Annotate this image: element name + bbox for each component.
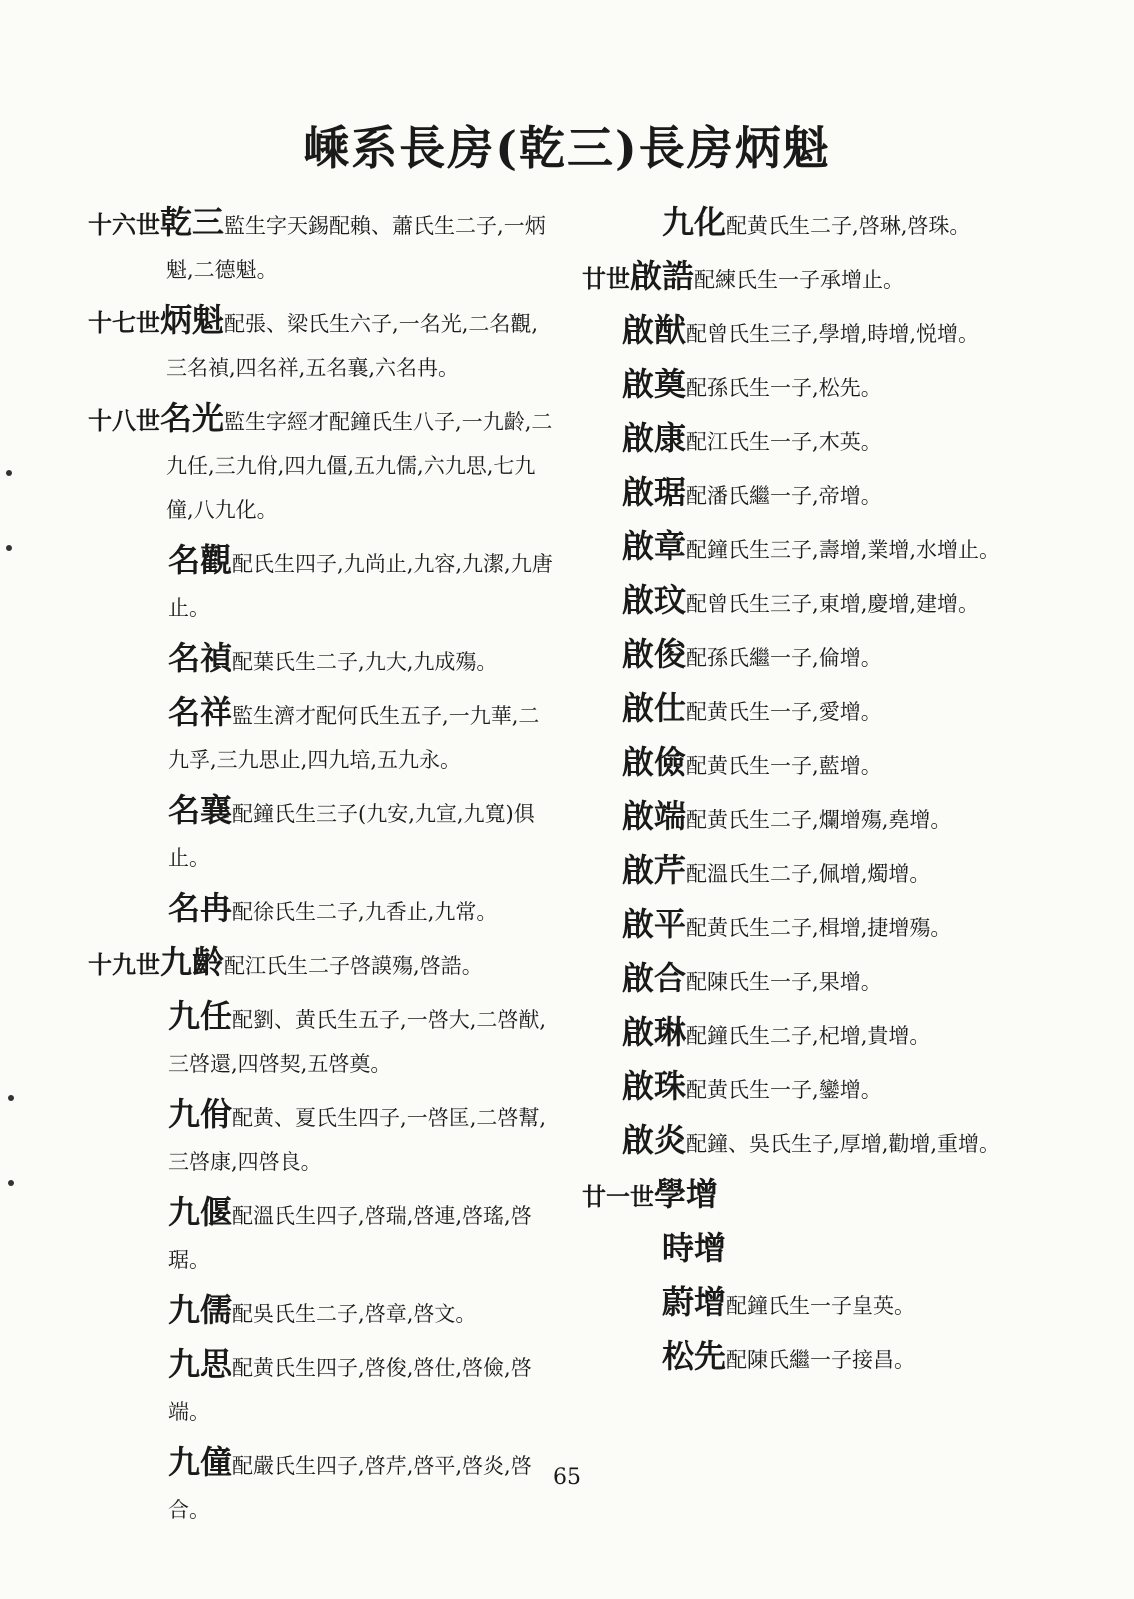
- entry-text: 配孫氏繼一子,倫增。: [686, 646, 882, 670]
- genealogy-entry: [88, 1190, 558, 1282]
- person-name: 名觀: [168, 541, 233, 579]
- entry-text: 配嚴氏生四子,啓芹,啓平,啓炎,啓合。: [168, 1454, 532, 1522]
- genealogy-entry: [88, 396, 558, 532]
- entry-text: 監生濟才配何氏生五子,一九華,二九孚,三九思止,四九培,五九永。: [168, 704, 540, 772]
- genealogy-entry: [88, 298, 558, 390]
- person-name: 啟琳: [622, 1013, 687, 1051]
- genealogy-entry: [582, 1334, 1052, 1382]
- person-name: 啟儉: [622, 743, 687, 781]
- genealogy-entry: [582, 524, 1052, 572]
- entry-text: 配鐘氏生二子,杞增,貴增。: [686, 1024, 931, 1048]
- person-name: 啟康: [622, 419, 687, 457]
- person-name: 九思: [168, 1345, 233, 1383]
- person-name: 乾三: [160, 203, 225, 241]
- person-name: 九齡: [160, 943, 225, 981]
- entry-text: 配黄氏生二子,啓琳,啓珠。: [726, 214, 971, 238]
- genealogy-entry: [582, 956, 1052, 1004]
- entry-text: 配曾氏生三子,東增,慶增,建增。: [686, 592, 980, 616]
- entry-text: 配陳氏繼一子接昌。: [726, 1348, 916, 1372]
- person-name: 啟琚: [622, 473, 687, 511]
- entry-text: 配氏生四子,九尚止,九容,九潔,九唐止。: [168, 552, 553, 620]
- entry-text: 配溫氏生二子,佩增,燭增。: [686, 862, 931, 886]
- genealogy-entry: [582, 1172, 1052, 1220]
- generation-label: 十七世: [88, 308, 160, 337]
- person-name: 啟章: [622, 527, 687, 565]
- person-name: 九佾: [168, 1095, 233, 1133]
- person-name: 啟芹: [622, 851, 687, 889]
- genealogy-entry: [88, 788, 558, 880]
- person-name: 九儒: [168, 1291, 233, 1329]
- genealogy-entry: [582, 1010, 1052, 1058]
- entry-text: 配黄氏生一子,藍增。: [686, 754, 882, 778]
- margin-mark: [6, 470, 12, 476]
- generation-label: 廿一世: [582, 1182, 654, 1211]
- person-name: 啟平: [622, 905, 687, 943]
- genealogy-entry: [582, 686, 1052, 734]
- genealogy-entry: [88, 636, 558, 684]
- margin-mark: [8, 1180, 14, 1186]
- entry-text: 配溫氏生四子,啓瑞,啓連,啓瑤,啓琚。: [168, 1204, 532, 1272]
- person-name: 啟仕: [622, 689, 687, 727]
- person-name: 名襄: [168, 791, 233, 829]
- genealogy-entry: [582, 308, 1052, 356]
- genealogy-entry: [88, 538, 558, 630]
- genealogy-entry: [582, 254, 1052, 302]
- person-name: 松先: [662, 1337, 727, 1375]
- entry-text: 配鐘氏生三子,壽增,業增,水增止。: [686, 538, 1001, 562]
- entry-text: 配黄、夏氏生四子,一啓匡,二啓幫,三啓康,四啓良。: [168, 1106, 547, 1174]
- genealogy-entry: [582, 1280, 1052, 1328]
- genealogy-entry: [88, 690, 558, 782]
- genealogy-entry: [582, 1118, 1052, 1166]
- generation-label: 十九世: [88, 950, 160, 979]
- entry-text: 配徐氏生二子,九香止,九常。: [232, 900, 498, 924]
- entry-text: 配鐘氏生一子皇英。: [726, 1294, 916, 1318]
- person-name: 名祥: [168, 693, 233, 731]
- person-name: 啟炎: [622, 1121, 687, 1159]
- entry-text: 配黄氏生四子,啓俊,啓仕,啓儉,啓端。: [168, 1356, 532, 1424]
- entry-text: 配江氏生二子啓謨殤,啓誥。: [224, 954, 483, 978]
- right-column: [582, 200, 1052, 1388]
- person-name: 九僮: [168, 1443, 233, 1481]
- person-name: 名禎: [168, 639, 233, 677]
- person-name: 啟奠: [622, 365, 687, 403]
- genealogy-entry: [582, 848, 1052, 896]
- entry-text: 監生字經才配鐘氏生八子,一九齡,二九任,三九佾,四九僵,五九儒,六九思,七九僮,八九化。: [166, 410, 553, 522]
- person-name: 名光: [160, 399, 225, 437]
- person-name: 時增: [662, 1229, 727, 1267]
- margin-mark: [6, 545, 12, 551]
- page-title: 嵊系長房(乾三)長房炳魁: [303, 121, 831, 175]
- page-number: 65: [553, 1465, 581, 1490]
- person-name: 九化: [662, 203, 727, 241]
- genealogy-entry: [88, 886, 558, 934]
- genealogy-entry: [582, 362, 1052, 410]
- genealogy-entry: [88, 994, 558, 1086]
- genealogy-entry: [582, 632, 1052, 680]
- genealogy-entry: [582, 1226, 1052, 1274]
- genealogy-entry: [582, 578, 1052, 626]
- entry-text: 配劉、黄氏生五子,一啓大,二啓猷,三啓還,四啓契,五啓奠。: [168, 1008, 547, 1076]
- generation-label: 十八世: [88, 406, 160, 435]
- person-name: 九偃: [168, 1193, 233, 1231]
- genealogy-entry: [582, 416, 1052, 464]
- entry-text: 配江氏生一子,木英。: [686, 430, 882, 454]
- entry-text: 配黄氏生一子,愛增。: [686, 700, 882, 724]
- genealogy-entry: [88, 1342, 558, 1434]
- genealogy-entry: [88, 1288, 558, 1336]
- genealogy-entry: [88, 940, 558, 988]
- generation-label: 廿世: [582, 264, 630, 293]
- genealogy-entry: [582, 1064, 1052, 1112]
- person-name: 名冉: [168, 889, 233, 927]
- person-name: 炳魁: [160, 301, 225, 339]
- genealogy-entry: [582, 740, 1052, 788]
- left-column: [88, 200, 558, 1538]
- person-name: 啟合: [622, 959, 687, 997]
- person-name: 啟玟: [622, 581, 687, 619]
- genealogy-entry: [88, 200, 558, 292]
- entry-text: 配葉氏生二子,九大,九成殤。: [232, 650, 498, 674]
- person-name: 啟誥: [630, 257, 695, 295]
- entry-text: 配黄氏生一子,鑾增。: [686, 1078, 882, 1102]
- entry-text: 配黄氏生二子,爛增殤,堯增。: [686, 808, 952, 832]
- person-name: 啟端: [622, 797, 687, 835]
- genealogy-entry: [582, 794, 1052, 842]
- entry-text: 配曾氏生三子,學增,時增,悦增。: [686, 322, 980, 346]
- entry-text: 配練氏生一子承增止。: [694, 268, 905, 292]
- entry-text: 監生字天錫配賴、蕭氏生二子,一炳魁,二德魁。: [166, 214, 546, 282]
- margin-mark: [8, 1095, 14, 1101]
- entry-text: 配潘氏繼一子,帝增。: [686, 484, 882, 508]
- entry-text: 配鐘氏生三子(九安,九宣,九寬)俱止。: [168, 802, 535, 870]
- person-name: 學增: [654, 1175, 719, 1213]
- genealogy-entry: [88, 1092, 558, 1184]
- generation-label: 十六世: [88, 210, 160, 239]
- person-name: 蔚增: [662, 1283, 727, 1321]
- entry-text: 配陳氏生一子,果增。: [686, 970, 882, 994]
- entry-text: 配孫氏生一子,松先。: [686, 376, 882, 400]
- genealogy-entry: [582, 200, 1052, 248]
- entry-text: 配黄氏生二子,楫增,捷增殤。: [686, 916, 952, 940]
- person-name: 九任: [168, 997, 233, 1035]
- entry-text: 配吳氏生二子,啓章,啓文。: [232, 1302, 477, 1326]
- person-name: 啟俊: [622, 635, 687, 673]
- person-name: 啟猷: [622, 311, 687, 349]
- genealogy-entry: [582, 470, 1052, 518]
- entry-text: 配張、梁氏生六子,一名光,二名觀,三名禎,四名祥,五名襄,六名冉。: [166, 312, 539, 380]
- genealogy-entry: [582, 902, 1052, 950]
- entry-text: 配鐘、吳氏生子,厚增,勸增,重增。: [686, 1132, 1001, 1156]
- person-name: 啟珠: [622, 1067, 687, 1105]
